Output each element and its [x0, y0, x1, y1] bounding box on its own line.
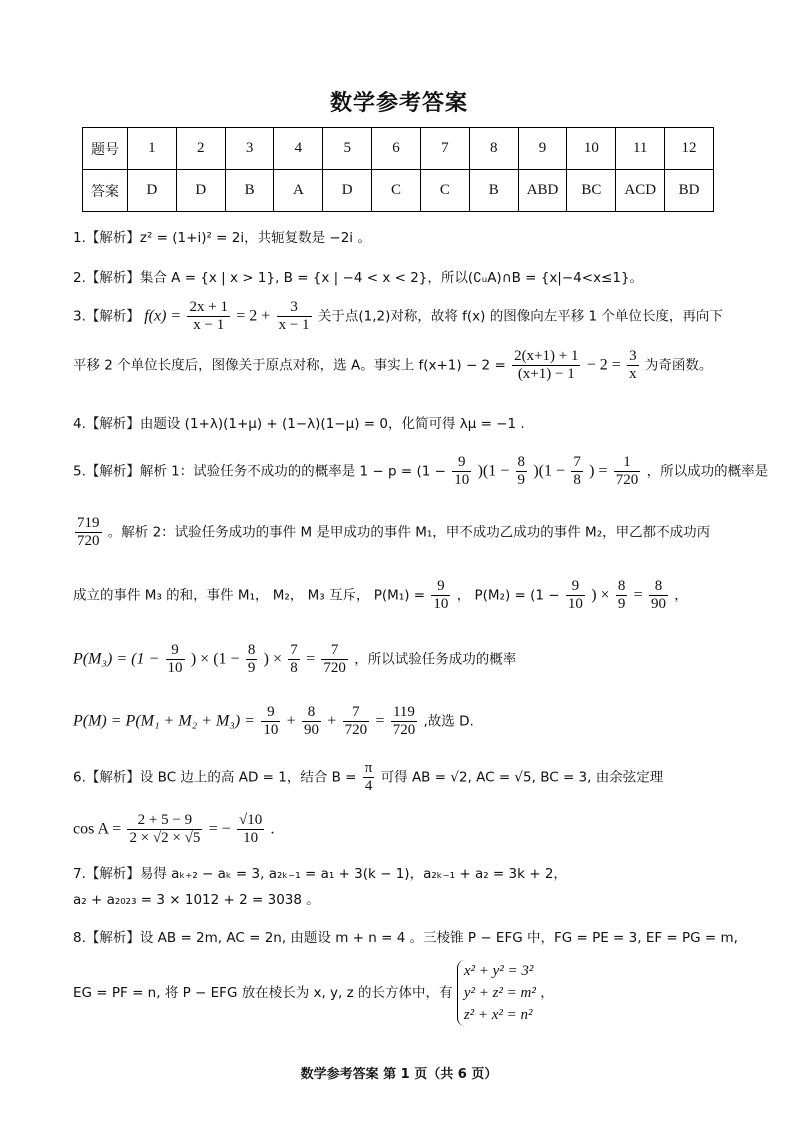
- math-text: ) ×: [263, 650, 282, 668]
- solution-text: 。解析 2：试验任务成功的事件 M 是甲成功的事件 M₁，甲不成功乙成功的事件 M₂，甲乙都不成功丙: [107, 524, 711, 541]
- table-row-numbers: [83, 128, 714, 170]
- page-title: 数学参考答案: [329, 91, 468, 116]
- question-number: 7: [420, 128, 469, 170]
- solution-text: ，: [674, 587, 688, 604]
- solution-text: 5.【解析】解析 1：试验任务不成功的的概率是 1 − p = (1 −: [73, 463, 446, 480]
- denominator: 10: [433, 596, 449, 612]
- equation: z² + x² = n²: [463, 1007, 533, 1023]
- numerator: 9: [431, 578, 450, 596]
- numerator: 8: [247, 642, 256, 658]
- numerator: 7: [290, 642, 298, 658]
- fraction: [516, 454, 528, 489]
- solution-text: 可得 AB = √2, AC = √5, BC = 3, 由余弦定理: [380, 769, 664, 786]
- numerator: 1: [614, 454, 641, 472]
- math-text: .: [270, 820, 275, 838]
- solution-q6-line1: [73, 760, 663, 795]
- fraction: [321, 642, 348, 677]
- answer-cell: D: [128, 170, 177, 212]
- solution-q8-line1: 8.【解析】设 AB = 2m, AC = 2n, 由题设 m + n = 4 。三棱锥 P − EFG 中，FG = PE = 3, EF = PG = m,: [73, 930, 738, 946]
- question-number: 8: [469, 128, 518, 170]
- numerator: 9: [452, 454, 471, 472]
- denominator: 2 × √2 × √5: [129, 830, 201, 846]
- answer-table: [82, 127, 714, 212]
- solution-text: EG = PF = n, 将 P − EFG 放在棱长为 x, y, z 的长方体中，有: [73, 985, 453, 1001]
- solution-text: ，所以成功的概率是: [646, 463, 769, 480]
- fraction: [302, 704, 321, 739]
- solution-text: ，所以试验任务成功的概率: [354, 651, 517, 668]
- question-number: 2: [176, 128, 225, 170]
- question-number: 10: [567, 128, 616, 170]
- solution-q3-line2: [73, 348, 712, 383]
- denominator: 10: [567, 596, 583, 612]
- math-text: )(1 −: [533, 462, 566, 480]
- question-number: 1: [128, 128, 177, 170]
- solution-q5-line5: [73, 704, 474, 739]
- numerator: 3: [277, 299, 312, 317]
- answer-cell: D: [176, 170, 225, 212]
- fraction: [277, 299, 312, 334]
- solution-label: 3.【解析】: [73, 308, 140, 325]
- math-text: ) =: [589, 462, 608, 480]
- denominator: 8: [573, 472, 581, 488]
- math-text: − 2 =: [586, 356, 621, 374]
- fraction: [431, 578, 450, 613]
- numerator: 2x + 1: [189, 299, 228, 315]
- table-row-header: 答案: [83, 170, 128, 212]
- solution-text: 为奇函数。: [644, 357, 713, 374]
- denominator: x: [629, 366, 637, 382]
- math-text: =: [375, 712, 385, 730]
- fraction: [616, 578, 628, 613]
- denominator: 720: [344, 722, 368, 738]
- solution-q6-line2: [73, 812, 275, 847]
- table-row-header: 题号: [83, 128, 128, 170]
- solution-q2: 2.【解析】集合 A = {x | x > 1}, B = {x | −4 < x < 2}，所以(∁ᵤA)∩B = {x|−4<x≤1}。: [73, 270, 644, 286]
- answer-cell: B: [469, 170, 518, 212]
- denominator: 10: [243, 830, 259, 846]
- denominator: 8: [290, 660, 298, 676]
- answer-cell: B: [225, 170, 274, 212]
- denominator: 90: [650, 596, 666, 612]
- numerator: π: [364, 760, 373, 776]
- equation: x² + y² = 3²: [463, 963, 534, 979]
- fraction: [363, 760, 375, 795]
- answer-cell: ACD: [616, 170, 665, 212]
- math-text: P(M₃) = (1 −: [73, 650, 160, 668]
- denominator: 720: [615, 472, 639, 488]
- fraction: [614, 454, 641, 489]
- numerator: 719: [77, 515, 100, 531]
- numerator: 3: [629, 348, 637, 364]
- denominator: x − 1: [193, 317, 225, 333]
- numerator: 119: [391, 704, 418, 722]
- fraction: [75, 515, 102, 550]
- equation-system: [457, 960, 536, 1026]
- math-text: +: [327, 712, 337, 730]
- question-number: 6: [372, 128, 421, 170]
- fraction: [566, 578, 585, 613]
- denominator: 720: [77, 533, 100, 549]
- numerator: 9: [261, 704, 280, 722]
- numerator: 2 + 5 − 9: [127, 812, 202, 830]
- solution-q8-line2: [73, 960, 554, 1026]
- fraction: [391, 704, 418, 739]
- math-text: ) ×: [591, 586, 610, 604]
- solution-q5-line4: [73, 642, 516, 677]
- solution-q3-line1: [73, 299, 723, 334]
- fraction: [187, 299, 229, 334]
- solution-text: ,故选 D.: [423, 713, 474, 730]
- numerator: 8: [617, 578, 626, 594]
- denominator: x − 1: [278, 317, 310, 333]
- math-text: cos A =: [73, 820, 122, 838]
- fraction: [237, 812, 264, 847]
- fraction: [627, 348, 639, 383]
- page-footer: 数学参考答案 第 1 页（共 6 页）: [300, 1067, 498, 1082]
- math-text: +: [286, 712, 296, 730]
- table-row-answers: [83, 170, 714, 212]
- fraction: [261, 704, 280, 739]
- solution-text: 成立的事件 M₃ 的和，事件 M₁， M₂， M₃ 互斥， P(M₁) =: [73, 587, 426, 604]
- denominator: (x+1) − 1: [517, 366, 575, 382]
- math-text: ) × (1 −: [190, 650, 240, 668]
- question-number: 3: [225, 128, 274, 170]
- fraction: [512, 348, 580, 383]
- numerator: 8: [649, 578, 668, 596]
- question-number: 12: [665, 128, 714, 170]
- solution-q7-line1: 7.【解析】易得 aₖ₊₂ − aₖ = 3, a₂ₖ₋₁ = a₁ + 3(k − 1)，a₂ₖ₋₁ + a₂ = 3k + 2，: [73, 866, 567, 882]
- math-text: = −: [208, 820, 231, 838]
- solution-q5-line1: [73, 454, 768, 489]
- denominator: 10: [167, 660, 183, 676]
- numerator: 7: [343, 704, 370, 722]
- question-number: 9: [518, 128, 567, 170]
- solution-q5-line3: [73, 578, 688, 613]
- fraction: [452, 454, 471, 489]
- numerator: √10: [238, 812, 263, 828]
- solution-q5-line2: [73, 515, 710, 550]
- fraction: [571, 454, 583, 489]
- solution-text: 平移 2 个单位长度后，图像关于原点对称，选 A。事实上 f(x+1) − 2 =: [73, 357, 506, 374]
- denominator: 720: [392, 722, 416, 738]
- math-text: =: [633, 586, 643, 604]
- fraction: [166, 642, 185, 677]
- fraction: [288, 642, 300, 677]
- numerator: 7: [321, 642, 348, 660]
- math-text: =: [306, 650, 316, 668]
- answer-cell: C: [372, 170, 421, 212]
- denominator: 10: [263, 722, 279, 738]
- math-text: )(1 −: [477, 462, 510, 480]
- solution-q7-line2: a₂ + a₂₀₂₃ = 3 × 1012 + 2 = 3038 。: [73, 892, 320, 908]
- denominator: 10: [454, 472, 470, 488]
- answer-cell: C: [420, 170, 469, 212]
- denominator: 9: [617, 596, 626, 612]
- fraction: [246, 642, 258, 677]
- answer-cell: A: [274, 170, 323, 212]
- solution-text: 关于点(1,2)对称，故将 f(x) 的图像向左平移 1 个单位长度，再向下: [317, 308, 723, 325]
- answer-cell: ABD: [518, 170, 567, 212]
- question-number: 4: [274, 128, 323, 170]
- solution-q4: 4.【解析】由题设 (1+λ)(1+μ) + (1−λ)(1−μ) = 0，化简可得 λμ = −1 .: [73, 416, 525, 432]
- equation: y² + z² = m²: [463, 985, 536, 1001]
- fraction: [343, 704, 370, 739]
- numerator: 2(x+1) + 1: [514, 348, 579, 364]
- solution-q1: 1.【解析】z² = (1+i)² = 2i，共轭复数是 −2i 。: [73, 230, 371, 246]
- math-text: f(x) =: [144, 307, 182, 325]
- math-text: P(M) = P(M₁ + M₂ + M₃) =: [73, 712, 256, 730]
- numerator: 9: [166, 642, 185, 660]
- answer-cell: BC: [567, 170, 616, 212]
- question-number: 5: [323, 128, 372, 170]
- solution-text: ， P(M₂) = (1 −: [456, 587, 560, 604]
- denominator: 9: [247, 660, 256, 676]
- numerator: 8: [517, 454, 526, 470]
- question-number: 11: [616, 128, 665, 170]
- numerator: 7: [573, 454, 581, 470]
- fraction: [649, 578, 668, 613]
- numerator: 8: [302, 704, 321, 722]
- numerator: 9: [566, 578, 585, 596]
- denominator: 9: [517, 472, 526, 488]
- denominator: 720: [323, 660, 346, 676]
- math-text: = 2 +: [236, 307, 271, 325]
- solution-text: ，: [540, 985, 554, 1001]
- denominator: 4: [364, 778, 373, 794]
- denominator: 90: [303, 722, 319, 738]
- answer-cell: D: [323, 170, 372, 212]
- solution-text: 6.【解析】设 BC 边上的高 AD = 1，结合 B =: [73, 769, 357, 786]
- answer-cell: BD: [665, 170, 714, 212]
- fraction: [127, 812, 202, 847]
